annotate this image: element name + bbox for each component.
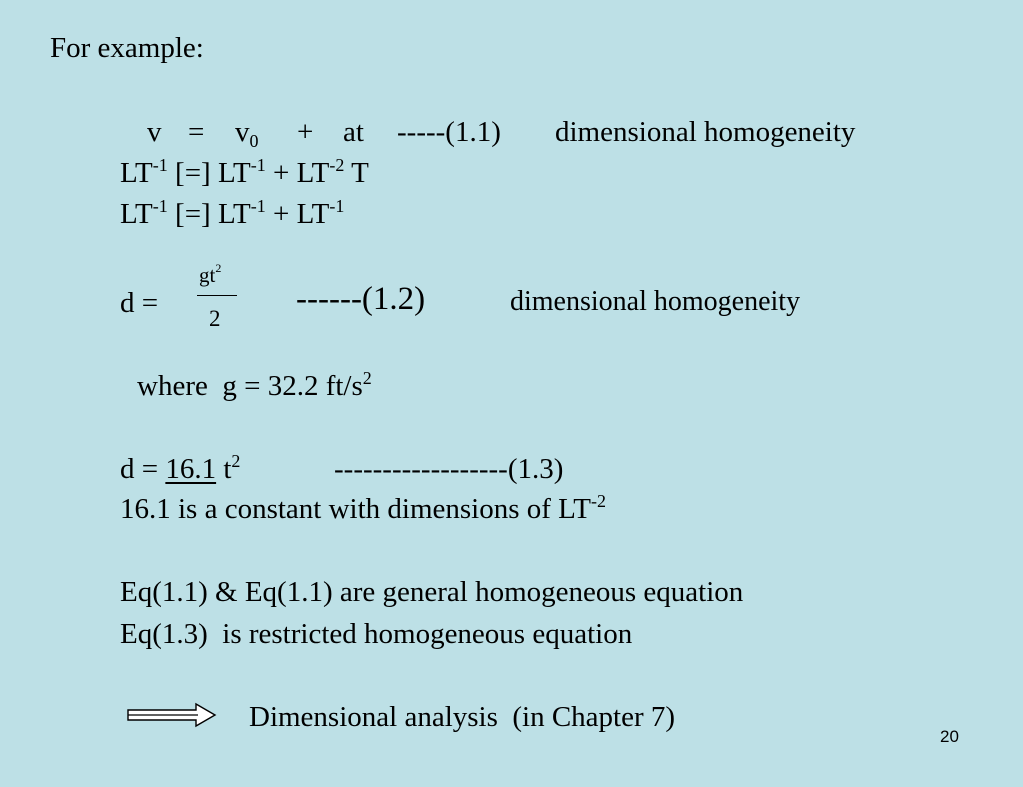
eq1-plus: + [297,116,314,148]
eq1-at: at [343,116,364,148]
eq3-constant: 16.1 [165,453,217,485]
right-arrow-icon [126,702,218,728]
eq2-denominator: 2 [209,306,221,331]
eq2-lhs: d = [120,287,159,319]
eq1-note: dimensional homogeneity [555,116,856,148]
eq2-note: dimensional homogeneity [510,286,801,317]
general-homogeneous-statement: Eq(1.1) & Eq(1.1) are general homogeneous equation [120,576,744,608]
eq1-v0: $v_0$ [235,116,259,151]
fraction-bar [197,295,237,296]
slide-number: 20 [940,727,959,746]
heading: For example: [50,32,204,64]
eq3-expression: d = 16.1 $t^2$ [120,451,241,485]
eq3-label: ------------------(1.3) [334,453,564,485]
eq1-equals: = [188,116,205,148]
eq1-v: v [147,116,162,148]
gravity-definition: where g = 32.2 $ft/s^2$ [137,368,372,402]
dimension-line-2: $LT^{-1}$ [=] $LT^{-1} + LT^{-1}$ [120,196,345,230]
eq2-label: ------(1.2) [296,281,426,317]
eq1-label: -----(1.1) [397,116,501,148]
dimension-line-1: $LT^{-1}$ [=] $LT^{-1} + LT^{-2}$ T [120,155,369,189]
eq2-numerator: $gt^2$ [199,261,222,287]
constant-dimensions: 16.1 is a constant with dimensions of $LT^{-2}$ [120,491,606,525]
restricted-homogeneous-statement: Eq(1.3) is restricted homogeneous equation [120,618,633,650]
conclusion-text: Dimensional analysis (in Chapter 7) [249,701,676,733]
